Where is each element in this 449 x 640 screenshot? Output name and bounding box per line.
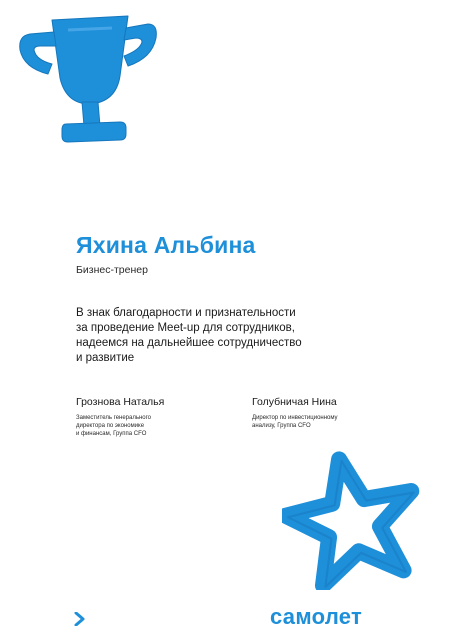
gratitude-message xyxy=(76,306,366,366)
signer-title-line: и финансам, Группа CFO xyxy=(76,431,147,437)
signer-block xyxy=(252,396,338,430)
message-line: и развитие xyxy=(76,352,135,364)
star-icon xyxy=(282,450,422,590)
signer-block xyxy=(76,396,164,438)
recipient-role: Бизнес-тренер xyxy=(76,264,148,276)
signer-title-line: Заместитель генерального xyxy=(76,415,152,421)
trophy-icon xyxy=(8,6,158,146)
chevron-right-icon xyxy=(74,612,86,626)
signer-name: Грознова Наталья xyxy=(76,396,165,408)
recipient-name: Яхина Альбина xyxy=(76,232,256,258)
message-line: В знак благодарности и признательности xyxy=(76,307,296,319)
message-line: надеемся на дальнейшее сотрудничество xyxy=(76,337,302,349)
signer-title-line: анализу, Группа CFO xyxy=(252,423,311,429)
signer-title-line: Директор по инвестиционному xyxy=(252,415,338,421)
brand-logo: самолет xyxy=(270,604,363,629)
signer-title xyxy=(252,414,338,430)
signer-title-line: директора по экономике xyxy=(76,423,145,429)
signer-name: Голубничая Нина xyxy=(252,396,337,408)
signer-title xyxy=(76,414,164,438)
message-line: за проведение Meet-up для сотрудников, xyxy=(76,322,295,334)
